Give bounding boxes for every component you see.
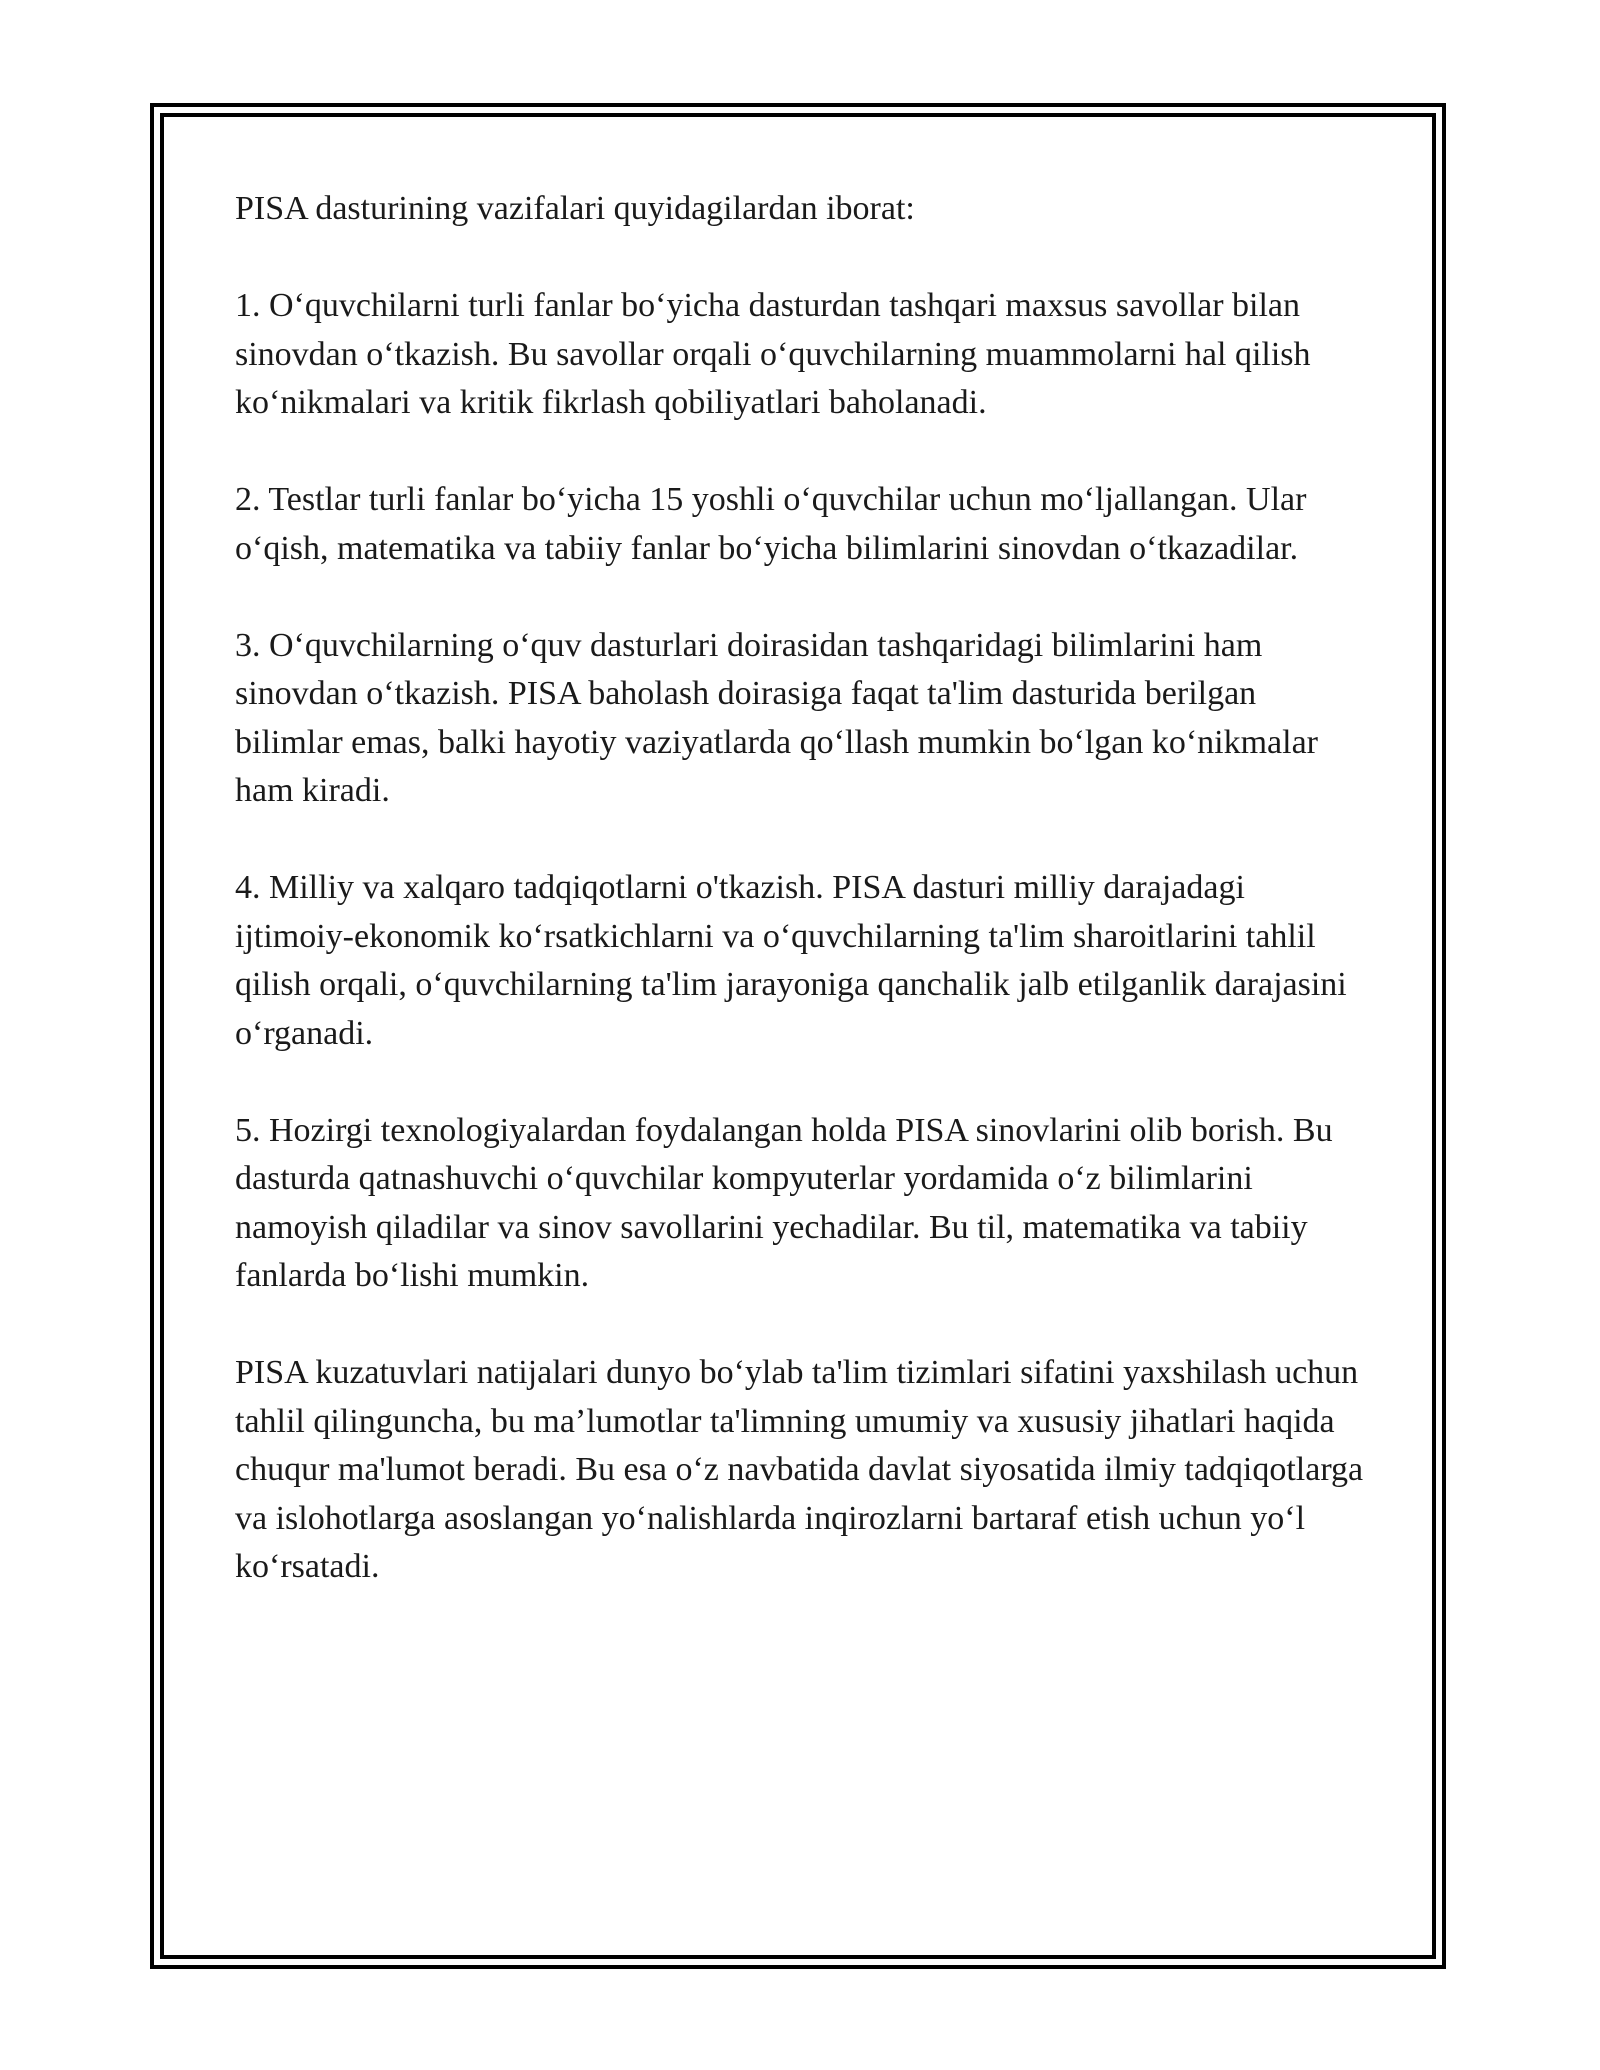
document-body [235,185,1365,1640]
list-item-1: 1. O‘quvchilarni turli fanlar bo‘yicha dasturdan tashqari maxsus savollar bilan sinovdan o‘tkazish. Bu savollar orqali o‘quvchilarning muammolarni hal qilish ko‘nikmalari va kritik fikrlash qobiliyatlari baholanadi. [235,287,1311,421]
intro-paragraph: PISA dasturining vazifalari quyidagilardan iborat: [235,190,915,227]
list-item-4: 4. Milliy va xalqaro tadqiqotlarni o'tkazish. PISA dasturi milliy darajadagi ijtimoiy-ekonomik ko‘rsatkichlarni va o‘quvchilarning ta'lim sharoitlarini tahlil qilish orqali, o‘quvchilarning ta'lim jarayoniga qanchalik jalb etilganlik darajasini o‘rganadi. [235,869,1347,1052]
list-item-2: 2. Testlar turli fanlar bo‘yicha 15 yoshli o‘quvchilar uchun mo‘ljallangan. Ular o‘qish, matematika va tabiiy fanlar bo‘yicha bilimlarini sinovdan o‘tkazadilar. [235,481,1307,567]
conclusion-paragraph: PISA kuzatuvlari natijalari dunyo bo‘ylab ta'lim tizimlari sifatini yaxshilash uchun tahlil qilinguncha, bu ma’lumotlar ta'limning umumiy va xususiy jihatlari haqida chuqur ma'lumot beradi. Bu esa o‘z navbatida davlat siyosatida ilmiy tadqiqotlarga va islohotlarga asoslangan yo‘nalishlarda inqirozlarni bartaraf etish uchun yo‘l ko‘rsatadi. [235,1354,1364,1585]
list-item-3: 3. O‘quvchilarning o‘quv dasturlari doirasidan tashqaridagi bilimlarini ham sinovdan o‘tkazish. PISA baholash doirasiga faqat ta'lim dasturida berilgan bilimlar emas, balki hayotiy vaziyatlarda qo‘llash mumkin bo‘lgan ko‘nikmalar ham kiradi. [235,626,1318,809]
list-item-5: 5. Hozirgi texnologiyalardan foydalangan holda PISA sinovlarini olib borish. Bu dasturda qatnashuvchi o‘quvchilar kompyuterlar yordamida o‘z bilimlarini namoyish qiladilar va sinov savollarini yechadilar. Bu til, matematika va tabiiy fanlarda bo‘lishi mumkin. [235,1111,1333,1294]
